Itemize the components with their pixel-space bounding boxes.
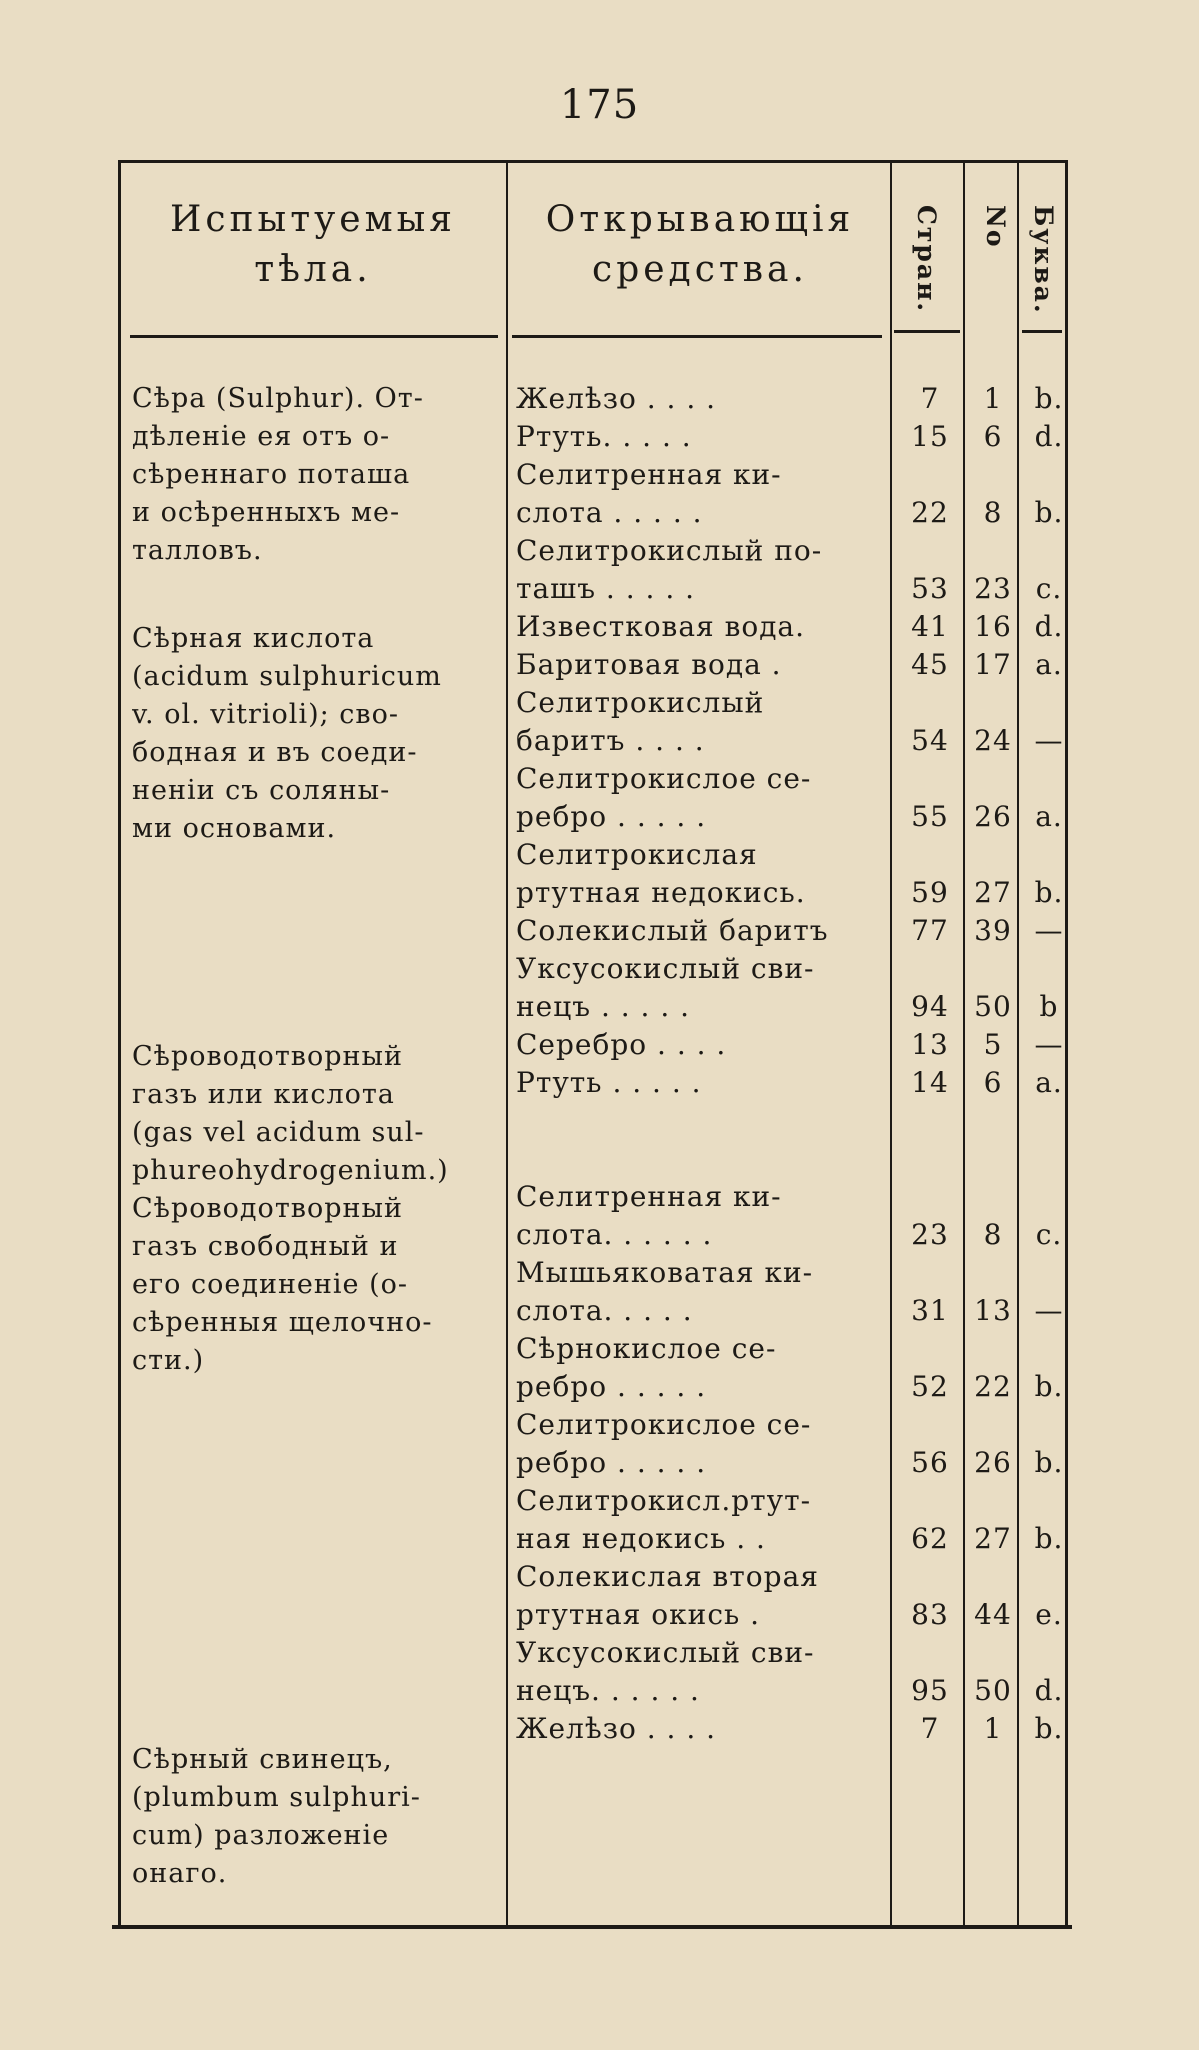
reagent-cell: Известковая вода. <box>516 610 806 643</box>
letter-cell: a. <box>1035 800 1063 833</box>
reagent-cell: ребро . . . . . <box>516 800 707 833</box>
table-row <box>516 532 1076 570</box>
substance-line: Сѣроводотворный <box>132 1041 403 1072</box>
number-cell: 8 <box>983 496 1003 529</box>
table-row <box>516 1330 1076 1368</box>
reagent-cell: слота. . . . . <box>516 1294 693 1327</box>
table-row <box>516 1710 1076 1748</box>
header-reagents <box>510 195 890 295</box>
table-row <box>516 836 1076 874</box>
reagent-cell: Солекислая вторая <box>516 1560 819 1593</box>
substance-line: газъ или кислота <box>132 1079 395 1110</box>
header-letter: Буква. <box>1029 205 1058 315</box>
reagent-cell: Баритовая вода . <box>516 648 782 681</box>
letter-cell: — <box>1034 724 1064 757</box>
substance-line: phureohydrogenium.) <box>132 1155 449 1186</box>
header-rule-2 <box>512 335 882 338</box>
letter-cell: b. <box>1034 1522 1064 1555</box>
table-row <box>516 1482 1076 1520</box>
number-cell: 27 <box>974 876 1012 909</box>
table-row <box>516 950 1076 988</box>
page-cell: 15 <box>911 420 949 453</box>
reagent-cell: Сѣрнокислое се- <box>516 1332 777 1365</box>
substance-line: (acidum sulphuricum <box>132 661 442 692</box>
reagent-cell: ртутная недокись. <box>516 876 806 909</box>
table-row <box>516 1254 1076 1292</box>
letter-cell: — <box>1034 1294 1064 1327</box>
page-cell: 62 <box>911 1522 949 1555</box>
substance-line: сти.) <box>132 1345 205 1376</box>
reagent-cell: Селитренная ки- <box>516 1180 782 1213</box>
table-row <box>516 1178 1076 1216</box>
reagent-cell: Мышьяковатая ки- <box>516 1256 814 1289</box>
table-row <box>516 1558 1076 1596</box>
reagent-cell: ребро . . . . . <box>516 1446 707 1479</box>
letter-cell: d. <box>1034 420 1064 453</box>
number-cell: 13 <box>974 1294 1012 1327</box>
substance-line: Сѣрный свинецъ, <box>132 1744 393 1775</box>
page-cell: 83 <box>911 1598 949 1631</box>
table-row <box>516 1406 1076 1444</box>
reagent-cell: Селитрокислое се- <box>516 1408 812 1441</box>
number-cell: 6 <box>983 1066 1003 1099</box>
table-row <box>516 1064 1076 1102</box>
letter-cell: c. <box>1035 1218 1063 1251</box>
reagent-cell: нецъ. . . . . . <box>516 1674 700 1707</box>
substance-line: сѣренныя щелочно- <box>132 1307 433 1338</box>
table-row <box>516 1368 1076 1406</box>
substance-line: дѣленіе ея отъ о- <box>132 421 391 452</box>
page-number: 175 <box>559 82 640 128</box>
substance-line: талловъ. <box>132 535 263 566</box>
substance-line: cum) разложеніе <box>132 1820 390 1851</box>
table-row <box>516 456 1076 494</box>
table-row <box>516 684 1076 722</box>
table-row <box>516 722 1076 760</box>
letter-cell: d. <box>1034 1674 1064 1707</box>
reagent-cell: Серебро . . . . <box>516 1028 727 1061</box>
table-row <box>516 798 1076 836</box>
number-cell: 17 <box>974 648 1012 681</box>
reagent-cell: ная недокись . . <box>516 1522 766 1555</box>
letter-cell: e. <box>1035 1598 1063 1631</box>
reagent-cell: Селитрокислый по- <box>516 534 823 567</box>
substance-line: сѣреннаго поташа <box>132 459 411 490</box>
number-cell: 27 <box>974 1522 1012 1555</box>
reagent-cell: Селитренная ки- <box>516 458 782 491</box>
table-row <box>516 380 1076 418</box>
letter-cell: b. <box>1034 876 1064 909</box>
letter-cell: b. <box>1034 1712 1064 1745</box>
page-cell: 23 <box>911 1218 949 1251</box>
substance-line: Сѣроводотворный <box>132 1193 403 1224</box>
letter-cell: d. <box>1034 610 1064 643</box>
table-row <box>516 1102 1076 1140</box>
letter-cell: a. <box>1035 648 1063 681</box>
page-cell: 95 <box>911 1674 949 1707</box>
page-cell: 7 <box>920 382 940 415</box>
page-cell: 13 <box>911 1028 949 1061</box>
reagent-cell: ртутная окись . <box>516 1598 761 1631</box>
substance-line: Сѣра (Sulphur). От- <box>132 383 424 414</box>
substance-hydrogen-sulphide-free <box>132 1190 502 1380</box>
page-cell: 7 <box>920 1712 940 1745</box>
reagent-cell: баритъ . . . . <box>516 724 705 757</box>
table-row <box>516 912 1076 950</box>
substance-sulphuric-acid <box>132 620 502 848</box>
page-cell: 14 <box>911 1066 949 1099</box>
number-cell: 8 <box>983 1218 1003 1251</box>
reagent-cell: Селитрокислая <box>516 838 758 871</box>
page-cell: 94 <box>911 990 949 1023</box>
substance-sulphur <box>132 380 502 570</box>
number-cell: 22 <box>974 1370 1012 1403</box>
letter-cell: — <box>1034 1028 1064 1061</box>
table-row <box>516 1026 1076 1064</box>
table-left-rule <box>118 160 121 1928</box>
substance-line: его соединеніе (о- <box>132 1269 409 1300</box>
substance-line: Сѣрная кислота <box>132 623 375 654</box>
table-top-rule <box>118 160 1066 163</box>
number-cell: 50 <box>974 1674 1012 1707</box>
table-row <box>516 988 1076 1026</box>
substance-line: газъ свободный и <box>132 1231 399 1262</box>
table-row <box>516 1292 1076 1330</box>
header-substances-line-1: Испытуемыя <box>170 199 456 240</box>
number-cell: 5 <box>983 1028 1003 1061</box>
substance-line: бодная и въ соеди- <box>132 737 418 768</box>
page-cell: 54 <box>911 724 949 757</box>
reagent-cell: Желѣзо . . . . <box>516 1712 717 1745</box>
page-cell: 45 <box>911 648 949 681</box>
table-row <box>516 1596 1076 1634</box>
reagent-cell: Селитрокислый <box>516 686 765 719</box>
reagent-cell: нецъ . . . . . <box>516 990 691 1023</box>
letter-cell: c. <box>1035 572 1063 605</box>
number-cell: 24 <box>974 724 1012 757</box>
header-reagents-line-1: Открывающія <box>545 199 855 240</box>
number-cell: 1 <box>983 1712 1003 1745</box>
page-cell: 41 <box>911 610 949 643</box>
reagent-cell: Селитрокисл.ртут- <box>516 1484 812 1517</box>
reagent-cell: Селитрокислое се- <box>516 762 812 795</box>
letter-cell: a. <box>1035 1066 1063 1099</box>
reagent-cell: Ртуть . . . . . <box>516 1066 702 1099</box>
letter-cell: b. <box>1034 1370 1064 1403</box>
table-row <box>516 608 1076 646</box>
table-row <box>516 1672 1076 1710</box>
letter-cell: b <box>1039 990 1059 1023</box>
substance-line: (gas vel acidum sul- <box>132 1117 425 1148</box>
reagent-cell: ташъ . . . . . <box>516 572 696 605</box>
page-cell: 53 <box>911 572 949 605</box>
number-cell: 1 <box>983 382 1003 415</box>
table-row <box>516 760 1076 798</box>
table-row <box>516 1444 1076 1482</box>
number-cell: 16 <box>974 610 1012 643</box>
header-page: Стран. <box>912 205 941 314</box>
substance-line: ми основами. <box>132 813 337 844</box>
page-cell: 31 <box>911 1294 949 1327</box>
table-row <box>516 494 1076 532</box>
page-cell: 59 <box>911 876 949 909</box>
table-row <box>516 1520 1076 1558</box>
table-row <box>516 418 1076 456</box>
header-number: No <box>981 205 1010 249</box>
number-cell: 23 <box>974 572 1012 605</box>
letter-cell: — <box>1034 914 1064 947</box>
reagent-cell: слота. . . . . . <box>516 1218 713 1251</box>
substance-line: и осѣренныхъ ме- <box>132 497 401 528</box>
header-rule-3 <box>894 330 960 333</box>
column-rule-1 <box>506 160 508 1928</box>
page-cell: 55 <box>911 800 949 833</box>
substance-line: v. ol. vitrioli); сво- <box>132 699 399 730</box>
substance-line: (plumbum sulphuri- <box>132 1782 421 1813</box>
number-cell: 6 <box>983 420 1003 453</box>
header-substances <box>124 195 502 295</box>
reagent-cell: Желѣзо . . . . <box>516 382 717 415</box>
page-cell: 52 <box>911 1370 949 1403</box>
reagent-cell: Ртуть. . . . . <box>516 420 692 453</box>
reagent-cell: ребро . . . . . <box>516 1370 707 1403</box>
number-cell: 26 <box>974 1446 1012 1479</box>
page-cell: 56 <box>911 1446 949 1479</box>
table-row <box>516 874 1076 912</box>
substance-hydrogen-sulphide <box>132 1038 502 1190</box>
header-substances-line-2: тѣла. <box>254 249 372 290</box>
number-cell: 26 <box>974 800 1012 833</box>
table-row <box>516 646 1076 684</box>
table-row <box>516 1216 1076 1254</box>
table-row <box>516 570 1076 608</box>
substance-line: онаго. <box>132 1858 228 1889</box>
reagent-cell: слота . . . . . <box>516 496 703 529</box>
letter-cell: b. <box>1034 382 1064 415</box>
header-rule-4 <box>1022 330 1062 333</box>
number-cell: 44 <box>974 1598 1012 1631</box>
reagent-cell: Уксусокислый сви- <box>516 1636 815 1669</box>
reagent-cell: Солекислый баритъ <box>516 914 829 947</box>
table-row <box>516 1140 1076 1178</box>
table-bottom-rule <box>112 1925 1072 1929</box>
substance-lead-sulphide <box>132 1741 502 1893</box>
table-row <box>516 1634 1076 1672</box>
reagent-cell: Уксусокислый сви- <box>516 952 815 985</box>
header-rule-1 <box>130 335 498 338</box>
page-cell: 22 <box>911 496 949 529</box>
header-reagents-line-2: средства. <box>592 249 808 290</box>
number-cell: 39 <box>974 914 1012 947</box>
letter-cell: b. <box>1034 496 1064 529</box>
letter-cell: b. <box>1034 1446 1064 1479</box>
page-cell: 77 <box>911 914 949 947</box>
substance-line: неніи съ соляны- <box>132 775 391 806</box>
number-cell: 50 <box>974 990 1012 1023</box>
